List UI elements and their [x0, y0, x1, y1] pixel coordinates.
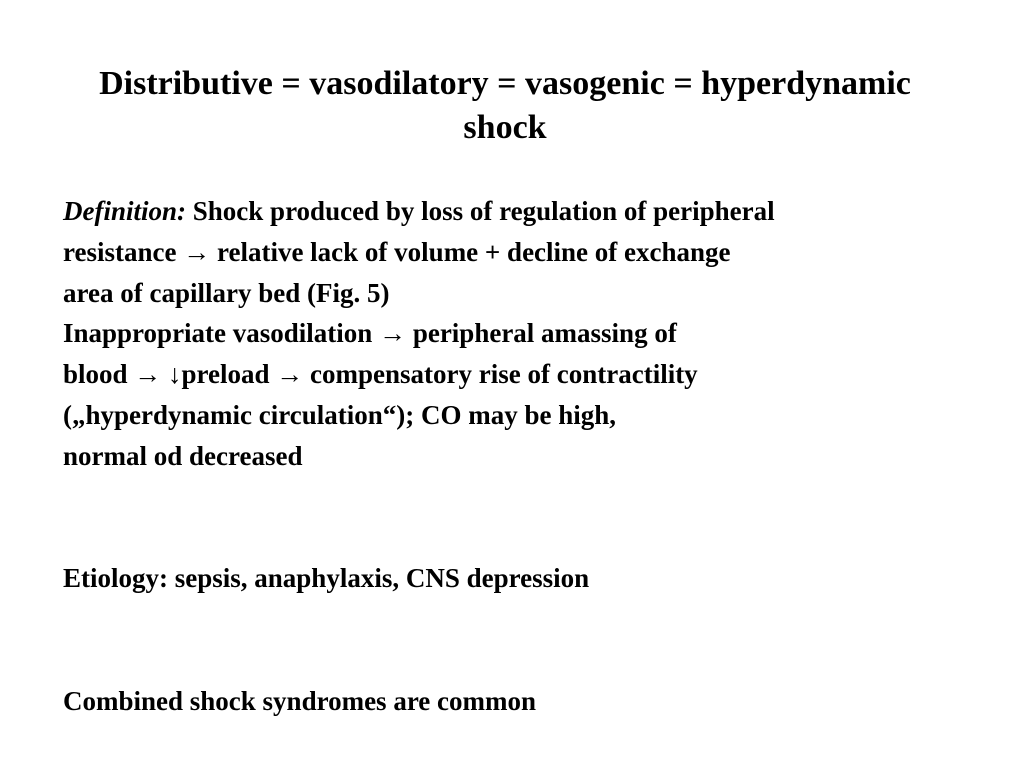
- vasodilation-line-3: („hyperdynamic circulation“); CO may be high,: [63, 399, 616, 430]
- vasodilation-line-4: normal od decreased: [63, 440, 303, 471]
- vasodilation-line-2: blood → ↓preload → compensatory rise of contractility: [63, 359, 698, 390]
- title-line-2: shock: [463, 109, 547, 146]
- slide-title: [0, 62, 1010, 150]
- definition-line-2: resistance → relative lack of volume + decline of exchange: [63, 236, 731, 267]
- definition-block: [63, 191, 1003, 477]
- definition-line-3: area of capillary bed (Fig. 5): [63, 277, 390, 308]
- etiology-text: Etiology: sepsis, anaphylaxis, CNS depression: [63, 563, 590, 593]
- definition-text: Shock produced by loss of regulation of peripheral: [186, 196, 775, 226]
- title-line-1: Distributive = vasodilatory = vasogenic = hyperdynamic: [99, 65, 911, 102]
- vasodilation-line-1: Inappropriate vasodilation → peripheral amassing of: [63, 318, 677, 349]
- combined-shock-text: Combined shock syndromes are common: [63, 686, 537, 716]
- definition-label: Definition:: [63, 196, 187, 226]
- definition-line-1: [63, 191, 1003, 232]
